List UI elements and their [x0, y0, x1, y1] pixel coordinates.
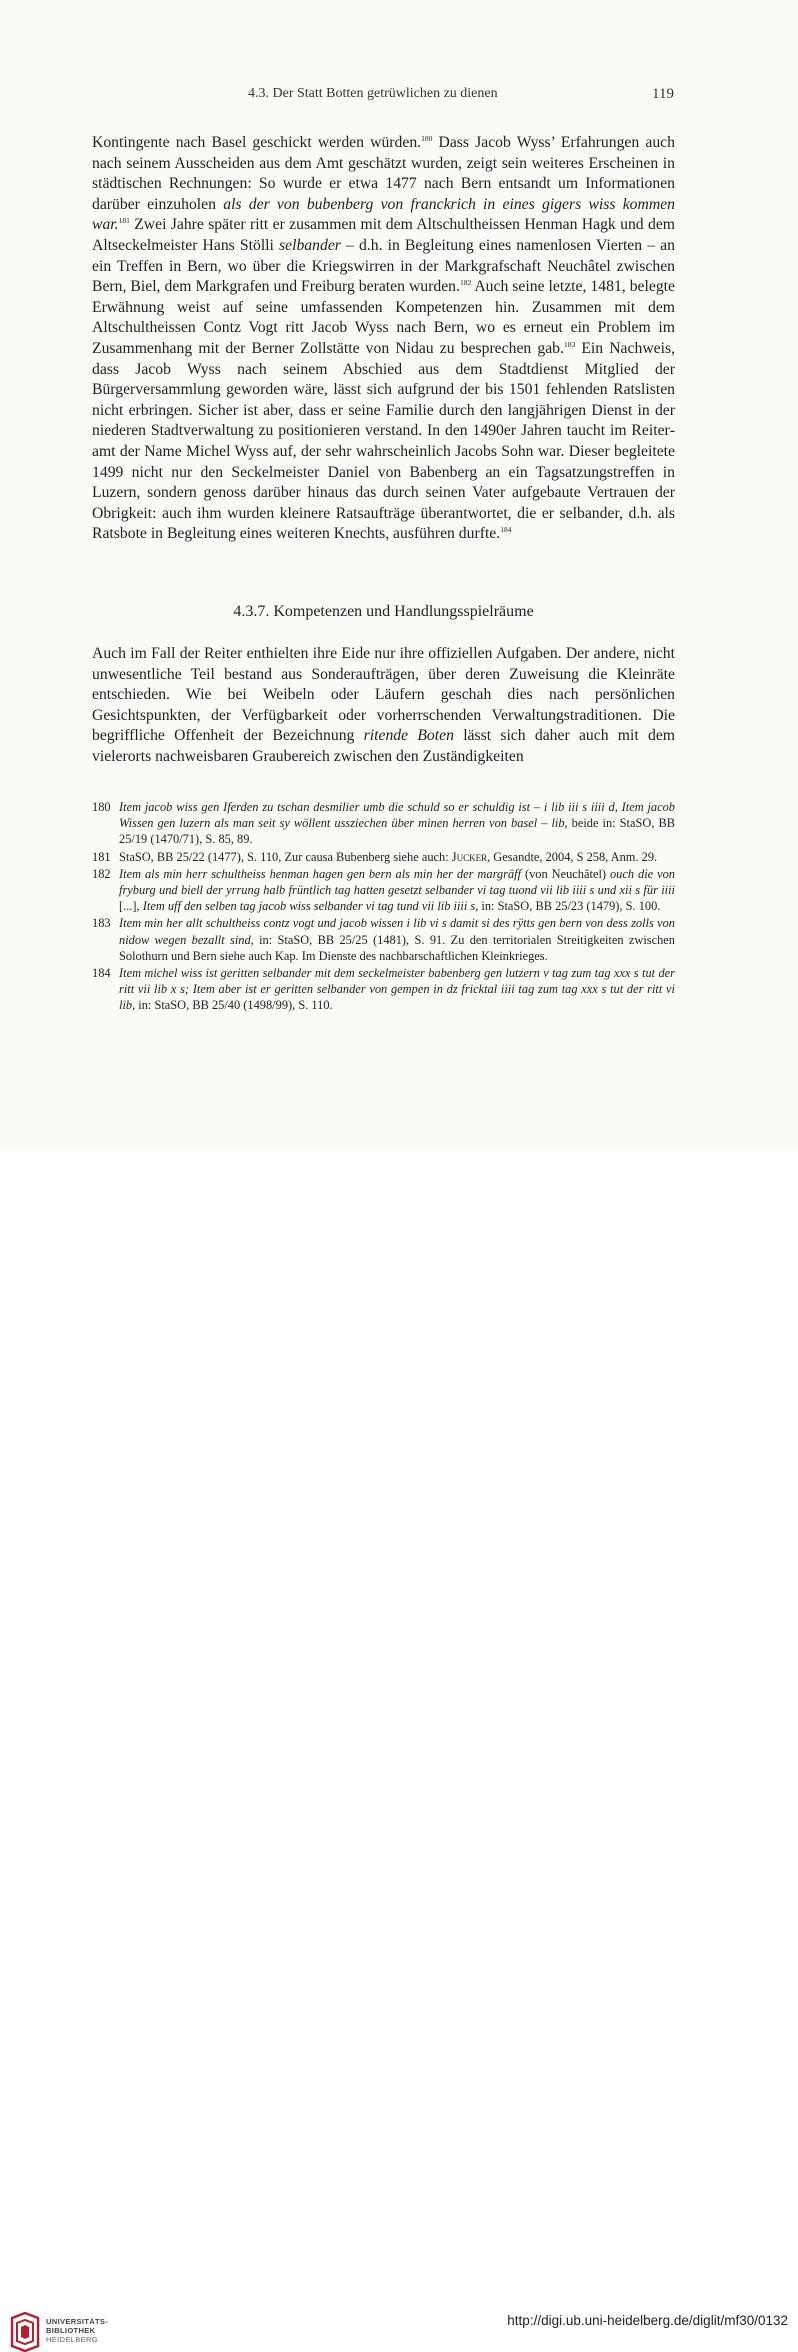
footnote-quote: ouch die von fryburg und biell der yrrung halb früntlich tag hatten gesetzt selbander vi tag tuond vii lib iiii s und xii s für iiii — [119, 866, 675, 898]
footnote-number: 182 — [92, 866, 111, 881]
viewer-footer — [0, 1150, 798, 2344]
text-run: lässt sich daher auch mit dem vielerorts nachweisbaren Graubereich zwischen den Zuständigkeiten — [92, 727, 675, 765]
footnote-text: StaSO, BB 25/22 (1477), S. 110, Zur causa Bubenberg siehe auch: — [119, 849, 452, 864]
text-run: – d.h. in Begleitung eines namenlosen Vierten – an ein Treffen in Bern, wo über die Kriegswirren in der Markgrafschaft Neuchâtel zwischen Bern, Biel, dem Markgrafen und Freiburg beraten wurden. — [92, 236, 675, 296]
footnote-180 — [92, 799, 675, 848]
term-italic: ritende Boten — [363, 727, 454, 745]
footnote-text: in: StaSO, BB 25/25 (1481), S. 91. Zu den territorialen Streitigkeiten zwischen Solothurn und Bern siehe auch Kap. Im Dienste des nachbarschaftlichen Kleinkrieges. — [119, 932, 675, 963]
footnote-quote: Item als min herr schultheiss henman hagen gen bern als min her der margräff — [119, 866, 522, 881]
footnote-184 — [92, 965, 675, 1014]
page-number: 119 — [652, 86, 674, 102]
text-run: Auch seine letzte, 1481, belegte Erwähnung weist auf seine umfassenden Kompetenzen hin. Zusammen mit dem Altschultheissen Contz Vogt ritt Jacob Wyss nach Bern, wo es erneut ein Problem im Zusammenhang mit der Berner Zollstätte von Nidau zu besprechen gab. — [92, 278, 676, 357]
library-name-line: BIBLIOTHEK — [46, 2326, 96, 2335]
footnote-text: beide in: StaSO, BB 25/19 (1470/71), S. 85, 89. — [119, 816, 675, 847]
footnote-ref-184[interactable]: 184 — [500, 525, 512, 535]
footnote-number: 181 — [92, 849, 111, 864]
footnote-number: 184 — [92, 966, 111, 981]
author-smallcaps: Jucker — [451, 849, 488, 864]
footnote-text: in: StaSO, BB 25/40 (1498/99), S. 110. — [135, 998, 333, 1013]
footnote-quote: Item michel wiss ist geritten selbander mit dem seckelmeister babenberg gen lutzern v tag zum tag xxx s tut der ritt vii lib x s; Item aber ist er geritten selbander von gempen in dz fricktal iiii tag zum tag xxx s tut der ritt vi lib, — [119, 966, 675, 1013]
footnote-ref-182[interactable]: 182 — [459, 278, 472, 288]
scanned-page — [0, 0, 798, 1150]
footnote-text: (von Neuchâtel) — [521, 866, 610, 881]
quote-italic: als der von bubenberg von franckrich in eines gigers wiss kommen war. — [92, 195, 675, 234]
footnote-183 — [92, 915, 675, 964]
footnote-text: in: StaSO, BB 25/23 (1479), S. 100. — [478, 899, 661, 914]
footnote-text: , Gesandte, 2004, S 258, Anm. 29. — [487, 849, 658, 864]
body-paragraph-2 — [92, 644, 675, 768]
library-name-line: UNIVERSITÄTS- — [46, 2317, 109, 2326]
footnote-quote: Item jacob wiss gen Iferden zu tschan desmilier umb die schuld so er schuldig ist – i lib iii s iiii d, Item jacob Wissen gen luzern als man seit sy wöllent ussziechen über minen herren von basel – lib, — [119, 800, 675, 831]
footnote-text: [...], — [119, 899, 143, 914]
footnote-quote: Item min her allt schultheiss contz vogt und jacob wissen i lib vi s damit si des rÿtts gen bern von dess zolls von nidow wegen bezallt sind, — [119, 916, 675, 947]
term-italic: selbander — [279, 236, 341, 254]
text-run: Zwei Jahre später ritt er zusammen mit dem Altschultheissen Henman Hagk und dem Altseckelmeister Hans Stölli — [92, 216, 675, 254]
footnote-number: 183 — [92, 916, 111, 931]
library-name-line: HEIDELBERG — [46, 2335, 98, 2344]
footnote-ref-180[interactable]: 180 — [421, 134, 433, 143]
section-heading: 4.3.7. Kompetenzen und Handlungsspielräume — [233, 603, 534, 620]
permalink-url[interactable]: http://digi.ub.uni-heidelberg.de/diglit/mf30/0132 — [507, 2313, 788, 2328]
body-paragraph-1 — [92, 133, 675, 545]
text-run: Auch im Fall der Reiter enthielten ihre Eide nur ihre offiziellen Aufgaben. Der andere, nicht unwesentliche Teil bestand aus Sonderaufträgen, über deren Zuweisung die Kleinräte entschieden. Wie bei Weibeln oder Läufern geschah dies nach persönlichen Gesichtspunkten, der Verfügbarkeit oder vorherrschenden Verwaltungstraditionen. Die begriffliche Offenheit der Bezeichnung — [92, 645, 675, 745]
running-head-title: 4.3. Der Statt Botten getrüwlichen zu dienen — [248, 86, 498, 101]
footnote-ref-181[interactable]: 181 — [118, 216, 130, 226]
footnotes — [92, 799, 675, 1015]
footnote-ref-183[interactable]: 183 — [563, 339, 576, 349]
footnote-181 — [92, 849, 675, 865]
university-library-logo-icon[interactable] — [8, 2312, 42, 2352]
footnote-quote: Item uff den selben tag jacob wiss selbander vi tag tund vii lib iiii s, — [142, 899, 479, 914]
library-name — [46, 2317, 108, 2344]
text-run: Ein Nachweis, dass Jacob Wyss nach seinem Abschied aus dem Stadtdienst Mitglied der Bürgerversammlung geworden wäre, lässt sich aufgrund der bis 1501 fehlenden Ratslisten nicht erbringen. Sicher ist aber, dass er seine Familie durch den langjährigen Dienst in der niederen Stadtverwaltung zu positionieren verstand. In den 1490er Jahren taucht im Reiteramt der Name Michel Wyss auf, der sehr wahrscheinlich Jacobs Sohn war. Dieser begleitete 1499 nicht nur den Seckelmeister Daniel von Babenberg an ein Tagsatzungstreffen in Luzern, sondern genoss darüber hinaus das durch seinen Vater aufgebaute Vertrauen der Obrigkeit: auch ihm wurden kleinere Ratsaufträge überantwortet, die er selbander, d.h. als Ratsbote in Begleitung eines weiteren Knechts, ausführen durfte. — [92, 339, 675, 543]
text-run: Kontingente nach Basel geschickt werden würden. — [92, 134, 422, 151]
text-run: Dass Jacob Wyss’ Erfahrungen auch nach seinem Ausscheiden aus dem Amt geschätzt wurden, zeigt sein weiteres Erscheinen in städtischen Rechnungen: So wurde er etwa 1477 nach Bern entsandt um Informationen darüber einzuholen — [92, 134, 675, 213]
footnote-number: 180 — [92, 800, 111, 814]
footnote-182 — [92, 866, 675, 915]
